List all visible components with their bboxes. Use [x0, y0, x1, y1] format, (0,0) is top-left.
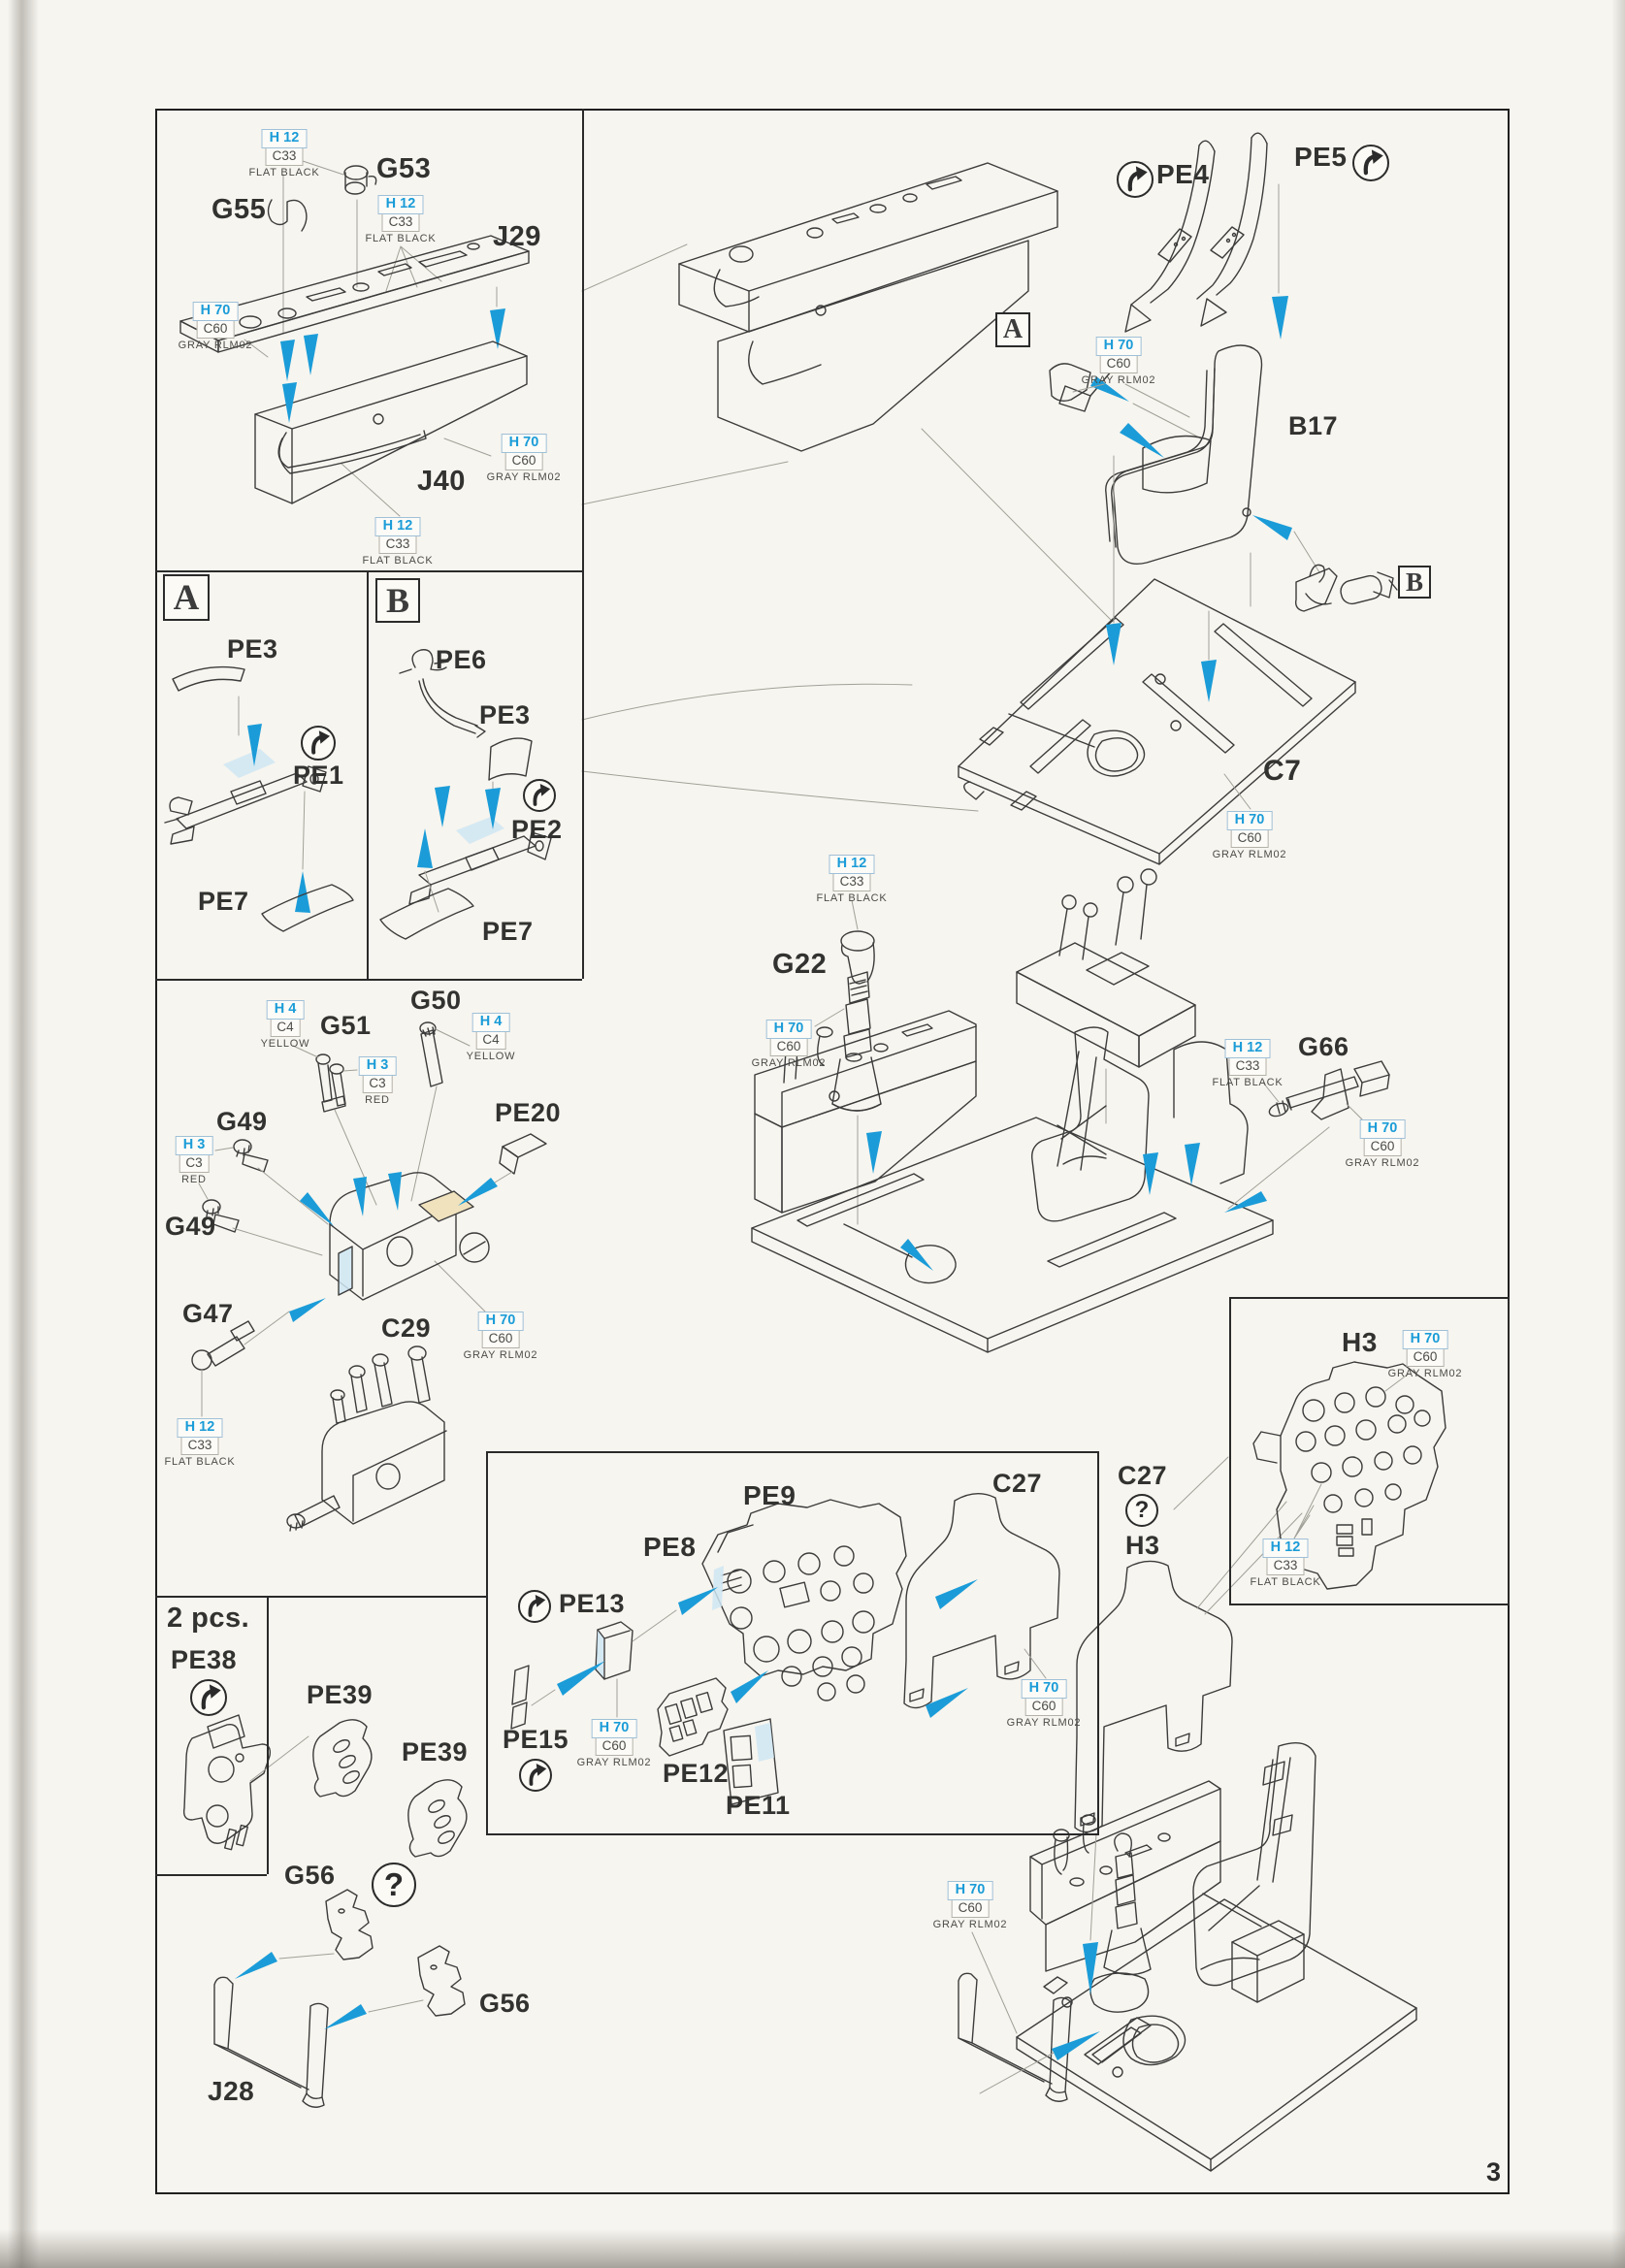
paint-code-hobbycolor: H 3 [359, 1056, 397, 1076]
paint-name: RED [365, 1094, 390, 1106]
paint-code-mrcolor: C33 [833, 873, 871, 891]
paint-code-mrcolor: C60 [1100, 355, 1138, 373]
part-label-pe11: PE11 [726, 1791, 791, 1820]
part-label-g53: G53 [376, 153, 432, 184]
paint-code-mrcolor: C60 [482, 1330, 520, 1348]
paint-name: GRAY RLM02 [1081, 374, 1156, 386]
paint-code-mrcolor: C33 [382, 213, 420, 232]
bend-photoetch-icon [301, 726, 336, 761]
paint-code-mrcolor: C33 [1229, 1057, 1267, 1076]
paint-callout-red [359, 1056, 397, 1106]
divider-line [582, 570, 584, 979]
paint-code-hobbycolor: H 70 [502, 434, 547, 453]
bend-photoetch-icon [519, 1759, 552, 1792]
paint-code-hobbycolor: H 70 [478, 1312, 524, 1331]
paint-code-mrcolor: C60 [1231, 829, 1269, 848]
paint-name: YELLOW [466, 1051, 516, 1062]
paint-name: FLAT BLACK [248, 167, 320, 178]
part-label-pe39: PE39 [402, 1737, 469, 1766]
paint-code-hobbycolor: H 12 [1263, 1539, 1309, 1558]
part-label-pe4: PE4 [1156, 159, 1210, 189]
paint-code-mrcolor: C3 [179, 1154, 209, 1173]
paint-code-mrcolor: C60 [505, 452, 543, 470]
part-label-g55: G55 [211, 194, 267, 225]
divider-line [155, 979, 582, 981]
part-label-pe2: PE2 [511, 815, 563, 844]
paint-code-hobbycolor: H 12 [375, 517, 421, 536]
part-label-g49: G49 [216, 1107, 268, 1136]
paint-code-hobbycolor: H 70 [766, 1020, 812, 1039]
part-label-c27: C27 [992, 1469, 1043, 1498]
part-label-pe20: PE20 [495, 1098, 562, 1127]
variant-marker-a: A [163, 574, 210, 621]
paint-name: FLAT BLACK [164, 1456, 236, 1468]
part-label-g56: G56 [284, 1861, 336, 1890]
paint-code-hobbycolor: H 12 [1225, 1039, 1271, 1058]
paint-name: RED [181, 1174, 207, 1185]
paint-name: GRAY RLM02 [1006, 1717, 1082, 1729]
paint-name: GRAY RLM02 [178, 340, 253, 351]
part-label-c27: C27 [1118, 1461, 1168, 1490]
divider-line [155, 1596, 486, 1598]
paint-callout-gray_rlm02 [179, 302, 253, 351]
paint-code-hobbycolor: H 12 [178, 1418, 223, 1438]
part-label-pe38: PE38 [171, 1645, 238, 1674]
paint-name: FLAT BLACK [365, 233, 437, 244]
paint-code-hobbycolor: H 4 [472, 1013, 510, 1032]
paint-callout-gray_rlm02 [487, 434, 562, 483]
bend-photoetch-icon [1352, 145, 1389, 181]
paint-callout-flat_black [248, 129, 319, 178]
paint-name: GRAY RLM02 [751, 1057, 827, 1069]
paint-code-mrcolor: C33 [379, 535, 417, 554]
paint-code-hobbycolor: H 3 [176, 1136, 213, 1155]
paint-code-hobbycolor: H 70 [1227, 811, 1273, 830]
paint-name: GRAY RLM02 [1345, 1157, 1420, 1169]
paint-name: FLAT BLACK [1212, 1077, 1284, 1088]
paint-name: FLAT BLACK [362, 555, 434, 567]
paint-code-hobbycolor: H 70 [948, 1881, 993, 1900]
paint-code-mrcolor: C60 [1364, 1138, 1402, 1156]
part-label-pe8: PE8 [643, 1532, 697, 1562]
divider-line [155, 570, 582, 572]
part-label-pe7: PE7 [482, 917, 534, 946]
part-label-b17: B17 [1288, 411, 1339, 440]
part-label-g47: G47 [182, 1299, 234, 1328]
variant-marker-b: B [375, 578, 420, 623]
part-label-pe3: PE3 [479, 700, 531, 729]
paint-code-hobbycolor: H 70 [193, 302, 239, 321]
part-label-g22: G22 [772, 949, 828, 980]
divider-line [582, 109, 584, 570]
paint-callout-flat_black [362, 517, 433, 567]
optional-part-question-icon: ? [1125, 1494, 1158, 1527]
bend-photoetch-icon [523, 779, 556, 812]
paint-callout-gray_rlm02 [933, 1881, 1008, 1930]
part-label-h3: H3 [1125, 1531, 1160, 1560]
paint-callout-flat_black [1212, 1039, 1283, 1088]
part-label-pe9: PE9 [743, 1480, 796, 1510]
part-label-g50: G50 [410, 986, 462, 1015]
paint-name: GRAY RLM02 [1212, 849, 1287, 860]
paint-name: GRAY RLM02 [486, 471, 562, 483]
part-label-pe13: PE13 [559, 1589, 626, 1618]
paint-code-mrcolor: C4 [270, 1019, 300, 1037]
paint-callout-flat_black [365, 195, 436, 244]
part-label-pe7: PE7 [198, 887, 249, 916]
part-label-j28: J28 [208, 2076, 255, 2106]
bend-photoetch-icon [518, 1590, 551, 1623]
part-label-pe5: PE5 [1294, 142, 1348, 172]
part-label-g56: G56 [479, 1989, 531, 2018]
paint-code-mrcolor: C33 [1267, 1557, 1305, 1575]
paint-code-mrcolor: C60 [952, 1899, 990, 1918]
part-label-pe12: PE12 [663, 1759, 730, 1788]
part-label-pe6: PE6 [436, 645, 487, 674]
paint-code-hobbycolor: H 70 [1403, 1330, 1448, 1349]
paint-callout-flat_black [816, 855, 887, 904]
paint-name: FLAT BLACK [816, 892, 888, 904]
paint-code-hobbycolor: H 70 [1360, 1119, 1406, 1139]
paint-name: GRAY RLM02 [463, 1349, 538, 1361]
divider-line [267, 1596, 269, 1874]
paint-name: FLAT BLACK [1250, 1576, 1321, 1588]
paint-code-mrcolor: C3 [362, 1075, 392, 1093]
paint-code-mrcolor: C33 [181, 1437, 219, 1455]
part-label-c29: C29 [381, 1313, 432, 1343]
paint-code-hobbycolor: H 12 [262, 129, 308, 148]
part-label-c7: C7 [1263, 755, 1302, 787]
divider-line [367, 570, 369, 979]
part-label-g49: G49 [165, 1212, 216, 1241]
paint-callout-gray_rlm02 [1007, 1679, 1082, 1729]
page-number: 3 [1486, 2157, 1502, 2187]
part-label-j40: J40 [417, 466, 466, 497]
paint-code-mrcolor: C60 [1025, 1698, 1063, 1716]
paint-name: YELLOW [260, 1038, 310, 1050]
paint-code-hobbycolor: H 70 [1022, 1679, 1067, 1699]
paint-callout-yellow [261, 1000, 310, 1050]
part-label-h3: H3 [1342, 1327, 1378, 1357]
paint-name: GRAY RLM02 [576, 1757, 652, 1768]
divider-line [155, 1874, 267, 1876]
paint-callout-yellow [467, 1013, 516, 1062]
paint-code-hobbycolor: H 12 [829, 855, 875, 874]
paint-code-hobbycolor: H 70 [1096, 337, 1142, 356]
paint-name: GRAY RLM02 [1387, 1368, 1463, 1379]
paint-code-mrcolor: C60 [1407, 1348, 1445, 1367]
part-label-pe3: PE3 [227, 634, 278, 664]
paint-callout-red [176, 1136, 213, 1185]
paint-code-mrcolor: C4 [475, 1031, 505, 1050]
paint-callout-flat_black [164, 1418, 235, 1468]
paint-callout-gray_rlm02 [1346, 1119, 1420, 1169]
paint-code-hobbycolor: H 12 [378, 195, 424, 214]
paint-callout-gray_rlm02 [464, 1312, 538, 1361]
paint-code-mrcolor: C60 [596, 1737, 634, 1756]
paint-code-mrcolor: C60 [197, 320, 235, 339]
paint-code-hobbycolor: H 4 [267, 1000, 305, 1020]
optional-part-question-icon: ? [372, 1863, 416, 1907]
variant-marker-a: A [995, 312, 1030, 347]
paint-callout-gray_rlm02 [577, 1719, 652, 1768]
bend-photoetch-icon [1117, 161, 1154, 198]
part-label-pe1: PE1 [293, 761, 344, 790]
part-label-pe15: PE15 [503, 1725, 569, 1754]
paint-callout-flat_black [1250, 1539, 1320, 1588]
paint-callout-gray_rlm02 [1213, 811, 1287, 860]
paint-callout-gray_rlm02 [752, 1020, 827, 1069]
paint-name: GRAY RLM02 [932, 1919, 1008, 1930]
part-label-2pcs: 2 pcs. [167, 1603, 250, 1634]
variant-marker-b: B [1398, 566, 1431, 599]
paint-code-mrcolor: C33 [266, 147, 304, 166]
bend-photoetch-icon [190, 1679, 227, 1716]
part-label-g51: G51 [320, 1011, 372, 1040]
part-label-j29: J29 [493, 221, 541, 252]
part-label-pe39: PE39 [307, 1680, 374, 1709]
paint-callout-gray_rlm02 [1082, 337, 1156, 386]
paint-callout-gray_rlm02 [1388, 1330, 1463, 1379]
paint-code-mrcolor: C60 [770, 1038, 808, 1056]
paint-code-hobbycolor: H 70 [592, 1719, 637, 1738]
part-label-g66: G66 [1298, 1032, 1349, 1061]
